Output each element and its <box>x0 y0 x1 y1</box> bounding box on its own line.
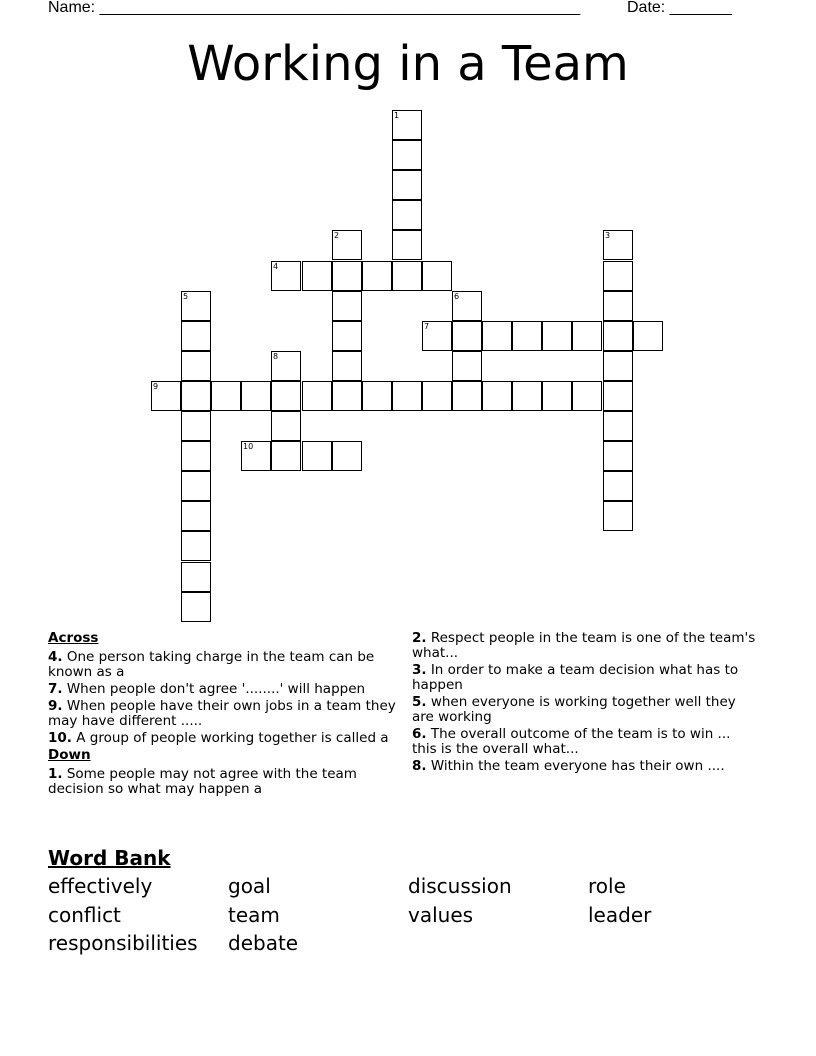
grid-cell[interactable] <box>603 230 633 260</box>
cell-number: 5 <box>183 292 189 301</box>
grid-cell[interactable] <box>271 441 301 471</box>
grid-cell[interactable] <box>181 592 211 622</box>
grid-cell[interactable] <box>362 381 392 411</box>
grid-cell[interactable] <box>603 411 633 441</box>
grid-cell[interactable] <box>482 321 512 351</box>
across-heading: Across <box>48 630 99 646</box>
word-bank <box>48 872 768 958</box>
word-bank-item: conflict <box>48 902 121 927</box>
grid-cell[interactable] <box>392 170 422 200</box>
clue-down-8 <box>412 759 757 774</box>
clue-number: 3. <box>412 662 427 678</box>
grid-cell[interactable] <box>603 261 633 291</box>
grid-cell[interactable] <box>332 230 362 260</box>
cell-number: 2 <box>334 231 340 240</box>
cell-number: 3 <box>605 231 611 240</box>
grid-cell[interactable] <box>332 261 362 291</box>
grid-cell[interactable] <box>181 441 211 471</box>
grid-cell[interactable] <box>452 321 482 351</box>
word-bank-item: team <box>228 902 280 927</box>
grid-cell[interactable] <box>302 441 332 471</box>
grid-cell[interactable] <box>271 351 301 381</box>
grid-cell[interactable] <box>603 471 633 501</box>
grid-cell[interactable] <box>452 351 482 381</box>
clue-text: The overall outcome of the team is to win ... this is the overall what... <box>412 726 731 757</box>
grid-cell[interactable] <box>392 110 422 140</box>
grid-cell[interactable] <box>181 501 211 531</box>
word-bank-item: role <box>588 874 626 898</box>
grid-cell[interactable] <box>181 562 211 592</box>
grid-cell[interactable] <box>572 381 602 411</box>
clue-text: when everyone is working together well they are working <box>412 694 736 725</box>
grid-cell[interactable] <box>422 381 452 411</box>
clue-number: 1. <box>48 766 63 782</box>
page-title: Working in a Team <box>187 36 629 92</box>
cell-number: 8 <box>273 352 279 361</box>
grid-cell[interactable] <box>422 261 452 291</box>
clue-across-10 <box>48 731 398 746</box>
grid-cell[interactable] <box>181 321 211 351</box>
grid-cell[interactable] <box>603 291 633 321</box>
grid-cell[interactable] <box>603 351 633 381</box>
grid-cell[interactable] <box>241 441 271 471</box>
grid-cell[interactable] <box>603 441 633 471</box>
clue-number: 9. <box>48 698 63 714</box>
grid-cell[interactable] <box>241 381 271 411</box>
grid-cell[interactable] <box>452 291 482 321</box>
grid-cell[interactable] <box>542 381 572 411</box>
clue-number: 8. <box>412 758 427 774</box>
word-bank-item: leader <box>588 902 652 927</box>
grid-cell[interactable] <box>211 381 241 411</box>
grid-cell[interactable] <box>302 381 332 411</box>
word-bank-item: debate <box>228 931 299 955</box>
down-heading: Down <box>48 747 91 763</box>
clue-down-3 <box>412 663 757 693</box>
clue-number: 7. <box>48 681 63 697</box>
grid-cell[interactable] <box>181 351 211 381</box>
clue-number: 6. <box>412 726 427 742</box>
word-bank-title: Word Bank <box>48 846 171 870</box>
grid-cell[interactable] <box>181 381 211 411</box>
grid-cell[interactable] <box>271 411 301 441</box>
cell-number: 4 <box>273 262 279 271</box>
word-bank-item: responsibilities <box>48 931 198 955</box>
grid-cell[interactable] <box>362 261 392 291</box>
word-bank-item: values <box>408 902 474 927</box>
grid-cell[interactable] <box>332 351 362 381</box>
grid-cell[interactable] <box>332 291 362 321</box>
grid-cell[interactable] <box>332 441 362 471</box>
grid-cell[interactable] <box>542 321 572 351</box>
grid-cell[interactable] <box>181 411 211 441</box>
clue-across-4 <box>48 650 398 680</box>
clue-text: Within the team everyone has their own .... <box>430 758 725 774</box>
clue-across-9 <box>48 699 398 729</box>
grid-cell[interactable] <box>181 471 211 501</box>
word-bank-item: goal <box>228 874 271 898</box>
grid-cell[interactable] <box>572 321 602 351</box>
grid-cell[interactable] <box>603 381 633 411</box>
grid-cell[interactable] <box>633 321 663 351</box>
grid-cell[interactable] <box>603 321 633 351</box>
clue-text: When people have their own jobs in a team they may have different ..... <box>48 698 396 729</box>
grid-cell[interactable] <box>302 261 332 291</box>
clues-right-column <box>412 631 757 776</box>
clue-text: When people don't agree '........' will happen <box>66 681 366 697</box>
clue-number: 2. <box>412 630 427 646</box>
grid-cell[interactable] <box>452 381 482 411</box>
cell-number: 1 <box>394 111 400 120</box>
grid-cell[interactable] <box>392 381 422 411</box>
grid-cell[interactable] <box>271 261 301 291</box>
grid-cell[interactable] <box>392 200 422 230</box>
grid-cell[interactable] <box>332 321 362 351</box>
clue-text: A group of people working together is called a <box>76 730 389 746</box>
grid-cell[interactable] <box>181 291 211 321</box>
clue-text: One person taking charge in the team can be known as a <box>48 649 375 680</box>
name-field[interactable]: Name: ______________________________________________________ <box>48 0 581 16</box>
cell-number: 7 <box>424 322 430 331</box>
clue-number: 5. <box>412 694 427 710</box>
cell-number: 10 <box>243 442 254 451</box>
word-bank-item: effectively <box>48 874 153 898</box>
clues-left-column <box>48 631 398 799</box>
clue-text: Respect people in the team is one of the team's what... <box>412 630 756 661</box>
grid-cell[interactable] <box>512 381 542 411</box>
clue-down-6 <box>412 727 757 757</box>
clue-number: 4. <box>48 649 63 665</box>
clue-across-7 <box>48 682 398 697</box>
clue-text: In order to make a team decision what has to happen <box>412 662 739 693</box>
grid-cell[interactable] <box>392 230 422 260</box>
grid-cell[interactable] <box>151 381 181 411</box>
cell-number: 9 <box>153 382 159 391</box>
grid-cell[interactable] <box>392 140 422 170</box>
word-bank-item: discussion <box>408 874 512 898</box>
date-field[interactable]: Date: _______ <box>627 0 732 16</box>
grid-cell[interactable] <box>422 321 452 351</box>
grid-cell[interactable] <box>603 501 633 531</box>
clue-number: 10. <box>48 730 72 746</box>
grid-cell[interactable] <box>332 381 362 411</box>
clue-down-2 <box>412 631 757 661</box>
cell-number: 6 <box>454 292 460 301</box>
clue-down-5 <box>412 695 757 725</box>
grid-cell[interactable] <box>181 531 211 561</box>
grid-cell[interactable] <box>392 261 422 291</box>
grid-cell[interactable] <box>271 381 301 411</box>
clue-text: Some people may not agree with the team decision so what may happen a <box>48 766 357 797</box>
grid-cell[interactable] <box>482 381 512 411</box>
grid-cell[interactable] <box>512 321 542 351</box>
clue-down-1 <box>48 767 398 797</box>
